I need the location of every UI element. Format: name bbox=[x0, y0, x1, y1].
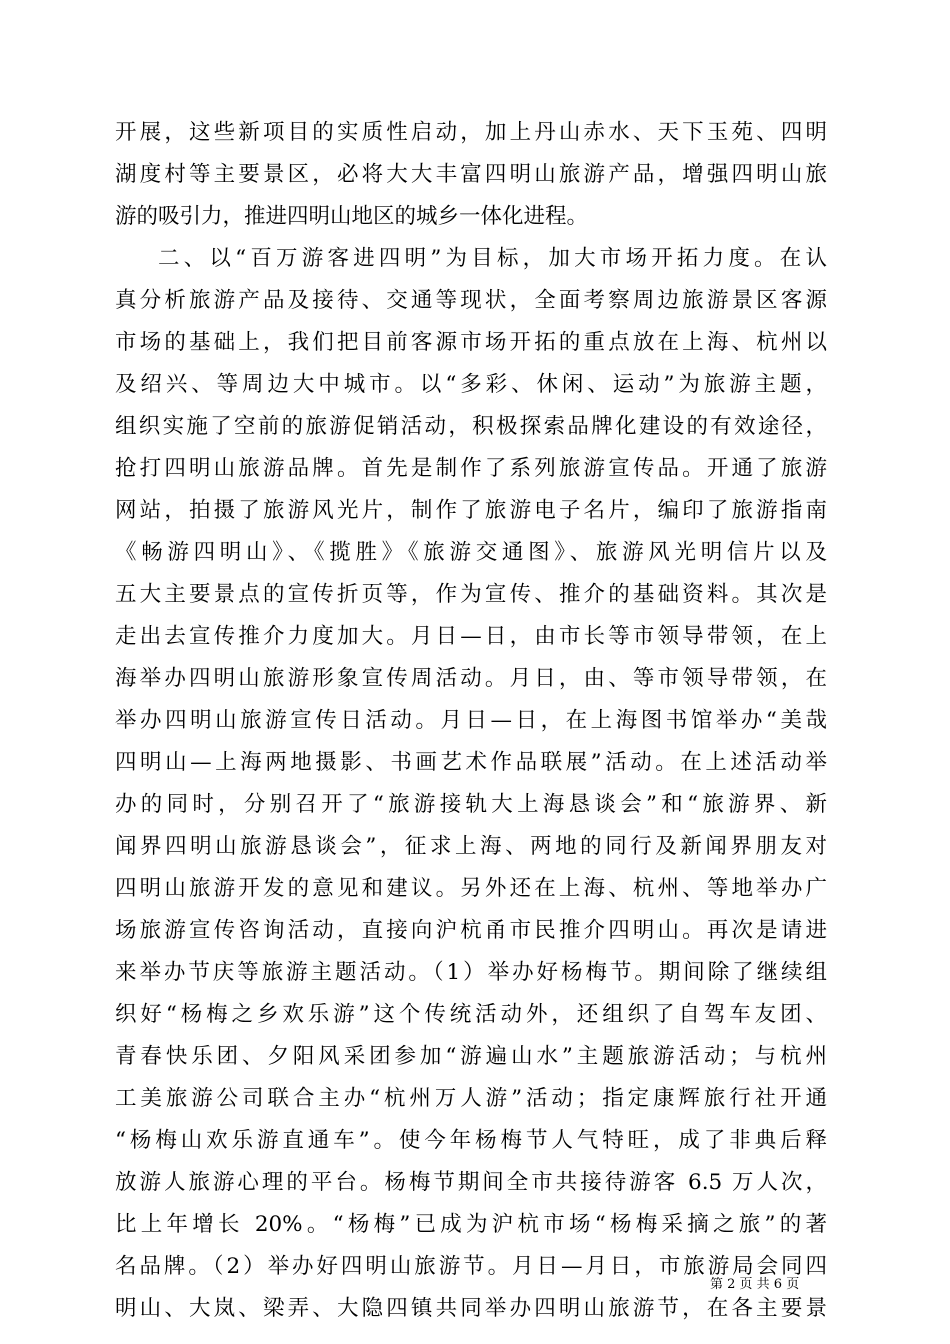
text-line: 办的同时，分别召开了“旅游接轨大上海恳谈会”和“旅游界、新 bbox=[115, 792, 827, 817]
text-line: 四明山—上海两地摄影、书画艺术作品联展”活动。在上述活动举 bbox=[115, 750, 827, 775]
text-line: 游的吸引力，推进四明山地区的城乡一体化进程。 bbox=[115, 204, 589, 229]
text-line: 抢打四明山旅游品牌。首先是制作了系列旅游宣传品。开通了旅游 bbox=[115, 456, 827, 481]
text-line: 织好“杨梅之乡欢乐游”这个传统活动外，还组织了自驾车友团、 bbox=[115, 1002, 827, 1027]
text-line: 名品牌。（2）举办好四明山旅游节。月日—月日，市旅游局会同四 bbox=[115, 1254, 827, 1279]
text-line: 开展，这些新项目的实质性启动，加上丹山赤水、天下玉苑、四明 bbox=[115, 120, 827, 145]
text-line: 工美旅游公司联合主办“杭州万人游”活动；指定康辉旅行社开通 bbox=[115, 1086, 827, 1111]
document-body bbox=[115, 112, 827, 1330]
text-line: 组织实施了空前的旅游促销活动，积极探索品牌化建设的有效途径， bbox=[115, 414, 827, 439]
text-line: 市场的基础上，我们把目前客源市场开拓的重点放在上海、杭州以 bbox=[115, 330, 827, 355]
page-number-footer: 第 2 页 共 6 页 bbox=[710, 1277, 800, 1292]
text-line: 海举办四明山旅游形象宣传周活动。月日，由、等市领导带领，在 bbox=[115, 666, 827, 691]
text-line: 及绍兴、等周边大中城市。以“多彩、休闲、运动”为旅游主题， bbox=[115, 372, 827, 397]
text-line: 《畅游四明山》、《揽胜》《旅游交通图》、旅游风光明信片以及 bbox=[115, 540, 827, 565]
text-line: 网站，拍摄了旅游风光片，制作了旅游电子名片，编印了旅游指南 bbox=[115, 498, 827, 523]
text-line: 放游人旅游心理的平台。杨梅节期间全市共接待游客 6.5 万人次， bbox=[115, 1170, 827, 1195]
text-line: 四明山旅游开发的意见和建议。另外还在上海、杭州、等地举办广 bbox=[115, 876, 827, 901]
text-line: 比上年增长 20%。“杨梅”已成为沪杭市场“杨梅采摘之旅”的著 bbox=[115, 1212, 827, 1237]
text-line: 走出去宣传推介力度加大。月日—日，由市长等市领导带领，在上 bbox=[115, 624, 827, 649]
paragraph-start-line: 二、以“百万游客进四明”为目标，加大市场开拓力度。在认 bbox=[158, 246, 827, 271]
text-line: 真分析旅游产品及接待、交通等现状，全面考察周边旅游景区客源 bbox=[115, 288, 827, 313]
text-line: 湖度村等主要景区，必将大大丰富四明山旅游产品，增强四明山旅 bbox=[115, 162, 827, 187]
text-line: 举办四明山旅游宣传日活动。月日—日，在上海图书馆举办“美哉 bbox=[115, 708, 827, 733]
text-line: “杨梅山欢乐游直通车”。使今年杨梅节人气特旺，成了非典后释 bbox=[115, 1128, 827, 1153]
text-line: 来举办节庆等旅游主题活动。（1）举办好杨梅节。期间除了继续组 bbox=[115, 960, 827, 985]
text-line: 场旅游宣传咨询活动，直接向沪杭甬市民推介四明山。再次是请进 bbox=[115, 918, 827, 943]
text-line: 青春快乐团、夕阳风采团参加“游遍山水”主题旅游活动；与杭州 bbox=[115, 1044, 827, 1069]
text-line: 闻界四明山旅游恳谈会”，征求上海、两地的同行及新闻界朋友对 bbox=[115, 834, 827, 859]
text-line: 明山、大岚、梁弄、大隐四镇共同举办四明山旅游节，在各主要景 bbox=[115, 1296, 827, 1321]
text-line: 五大主要景点的宣传折页等，作为宣传、推介的基础资料。其次是 bbox=[115, 582, 827, 607]
